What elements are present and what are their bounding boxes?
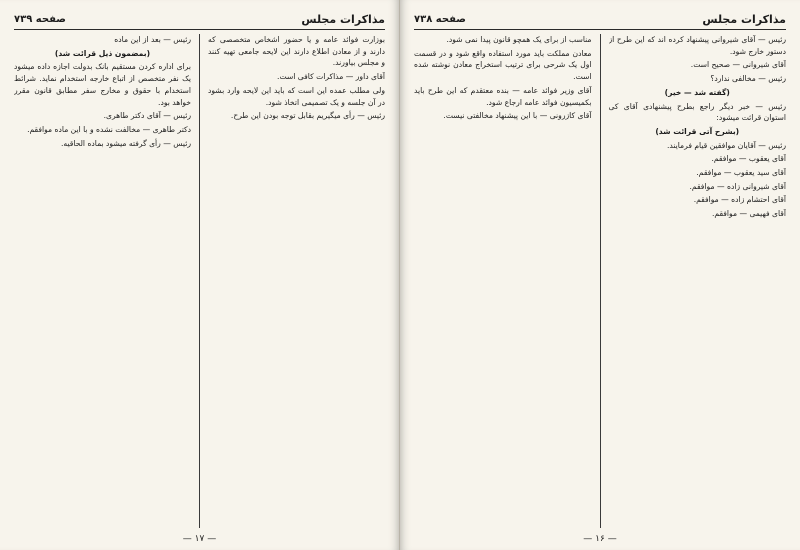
text-column-left: [414, 34, 592, 528]
page-footer: — ۱۷ —: [182, 534, 217, 544]
text-paragraph: معادن مملکت باید مورد استفاده واقع شود و در قسمت اول یک شرحی برای ترتیب استخراج معادن نوشته شده است.: [414, 48, 592, 82]
header-rule: [414, 29, 786, 30]
text-paragraph: بوزارت فوائد عامه و یا حضور اشخاص متخصصی که دارند و از معادن اطلاع دارند این لایحه جامعی تهیه کنند و مجلس بیاورند.: [208, 35, 385, 68]
text-column-right: [208, 34, 385, 528]
column-divider: [600, 34, 601, 528]
right-page-columns: [414, 34, 786, 528]
text-paragraph: رئیس — بعد از این ماده: [114, 35, 191, 44]
page-footer: — ۱۶ —: [583, 534, 617, 544]
text-paragraph: آقای احتشام زاده — موافقم.: [693, 195, 786, 205]
text-paragraph: رئیس — آقایان موافقین قیام فرمایند.: [666, 140, 786, 150]
text-paragraph: رئیس — رأی گرفته میشود بماده الحاقیه.: [60, 138, 191, 148]
text-paragraph: رئیس — خبر دیگر راجع بطرح پیشنهادی آقای کی استوان قرائت میشود:: [608, 101, 786, 123]
left-page-columns: [14, 34, 385, 528]
text-paragraph: آقای کازرونی — با این پیشنهاد مخالفتی نیست.: [443, 111, 592, 121]
page-number-label: صفحه ۷۳۸: [414, 13, 466, 25]
text-paragraph: دکتر طاهری — مخالفت نشده و با این ماده موافقم.: [27, 124, 191, 134]
text-paragraph: مناسب از برای یک همچو قانون پیدا نمی شود.: [446, 35, 592, 44]
page-number-label: صفحه ۷۳۹: [14, 13, 66, 25]
text-paragraph: برای اداره کردن مستقیم بانک بدولت اجازه داده میشود یک نفر متخصص از اتباع خارجه استخدام نماید. شرائط استخدام با حقوق و مخارج سفر مطابق قانون مقرر خواهد بود.: [14, 62, 191, 107]
text-paragraph: ولی مطلب عمده این است که باید این لایحه وارد بشود در آن جلسه و یک تصمیمی اتخاذ شود.: [208, 85, 385, 107]
text-paragraph: رئیس — آقای شیروانی پیشنهاد کرده اند که این طرح از دستور خارج شود.: [608, 35, 786, 56]
header-rule: [14, 29, 385, 30]
right-page-header: [414, 10, 786, 28]
text-paragraph: آقای وزیر فوائد عامه — بنده معتقدم که این طرح باید بکمیسیون فوائد عامه ارجاع شود.: [414, 85, 592, 107]
text-column-left: [14, 34, 191, 528]
right-page: [400, 0, 800, 550]
text-paragraph: رئیس — رأی میگیریم بقابل توجه بودن این طرح.: [230, 111, 385, 121]
column-divider: [199, 34, 200, 528]
text-paragraph: (گفته شد — خیر): [664, 87, 730, 97]
text-paragraph: رئیس — مخالفی ندارد؟: [710, 74, 786, 84]
text-paragraph: آقای یعقوب — موافقم.: [711, 154, 786, 164]
left-page-header: [14, 10, 385, 28]
text-column-right: [609, 34, 787, 528]
text-paragraph: رئیس — آقای دکتر طاهری.: [103, 111, 191, 121]
text-paragraph: آقای شیروانی — صحیح است.: [690, 60, 786, 70]
text-paragraph: آقای فهیمی — موافقم.: [711, 209, 786, 219]
text-paragraph: آقای سید یعقوب — موافقم.: [696, 168, 786, 178]
page-title: مذاکرات مجلس: [301, 12, 385, 26]
text-paragraph: آقای داور — مذاکرات کافی است.: [277, 72, 385, 82]
text-paragraph: آقای شیروانی زاده — موافقم.: [689, 181, 786, 191]
text-paragraph: (بمضمون ذیل قرائت شد): [54, 48, 151, 58]
page-title: مذاکرات مجلس: [702, 12, 786, 26]
text-paragraph: (بشرح آتی قرائت شد): [655, 126, 740, 136]
